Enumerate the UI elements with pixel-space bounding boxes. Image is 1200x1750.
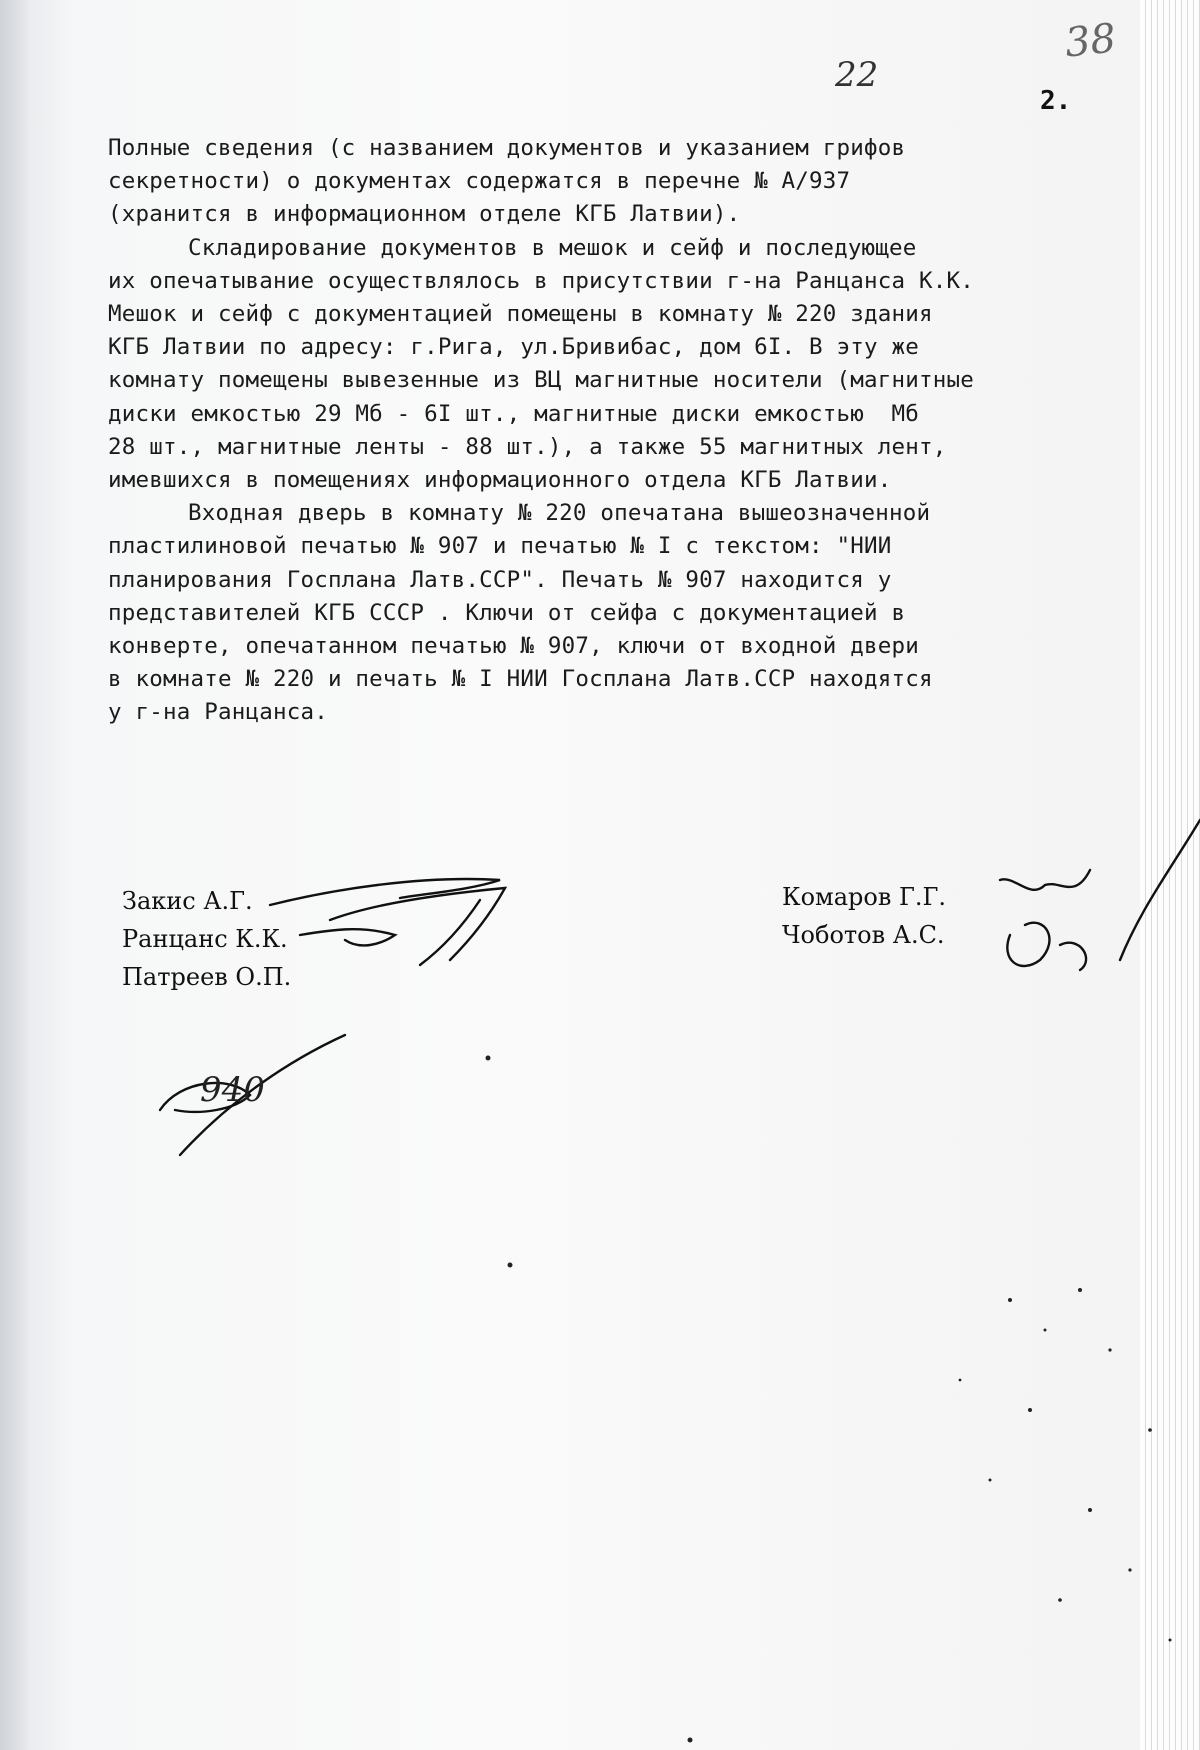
speckles	[486, 1056, 1172, 1743]
text-line: планирования Госплана Латв.ССР". Печать № 907 находится у	[108, 566, 892, 593]
handwritten-note: 940	[200, 1070, 265, 1110]
signature-right	[1000, 820, 1200, 970]
text-line: пластилиновой печатью № 907 и печатью № I с текстом: "НИИ	[108, 533, 892, 560]
text-line: в комнате № 220 и печать № I НИИ Госплана Латв.ССР находятся	[108, 666, 933, 693]
signatory-name: Закис А.Г.	[122, 887, 253, 915]
text-line: представителей КГБ СССР . Ключи от сейфа с документацией в	[108, 599, 906, 626]
text-line: КГБ Латвии по адресу: г.Рига, ул.Бривибас, дом 6I. В эту же	[108, 334, 920, 361]
text-line: секретности) о документах содержатся в перечне № А/937	[108, 168, 851, 195]
page-number: 2.	[1040, 86, 1072, 116]
text-line: Полные сведения (с названием документов и указанием грифов	[108, 135, 906, 161]
folio-handwritten: 22	[835, 55, 879, 95]
text-line: Входная дверь в комнату № 220 опечатана вышеозначенной	[188, 500, 931, 527]
text-line: (хранится в информационном отделе КГБ Латвии).	[108, 201, 741, 228]
signature-left	[270, 879, 505, 965]
signatory-name: Чоботов А.С.	[782, 921, 945, 949]
text-line: у г-на Ранцанса.	[108, 699, 328, 726]
text-line: конверте, опечатанном печатью № 907, ключи от входной двери	[108, 633, 920, 660]
text-line: комнату помещены вывезенные из ВЦ магнитные носители (магнитные	[108, 367, 975, 394]
text-line: 28 шт., магнитные ленты - 88 шт.), а также 55 магнитных лент,	[108, 433, 947, 460]
signatory-name: Патреев О.П.	[122, 963, 292, 991]
signatory-name: Ранцанс К.К.	[122, 925, 288, 953]
text-line: Складирование документов в мешок и сейф и последующее	[188, 234, 917, 261]
signatory-name: Комаров Г.Г.	[782, 883, 946, 911]
text-line: имевшихся в помещениях информационного отдела КГБ Латвии.	[108, 467, 892, 494]
archive-number: 38	[1062, 15, 1119, 67]
text-line: их опечатывание осуществлялось в присутствии г-на Ранцанса К.К.	[108, 267, 975, 294]
text-line: Мешок и сейф с документацией помещены в комнату № 220 здания	[108, 301, 933, 328]
text-line: диски емкостью 29 Мб - 6I шт., магнитные диски емкостью Мб	[108, 400, 920, 427]
